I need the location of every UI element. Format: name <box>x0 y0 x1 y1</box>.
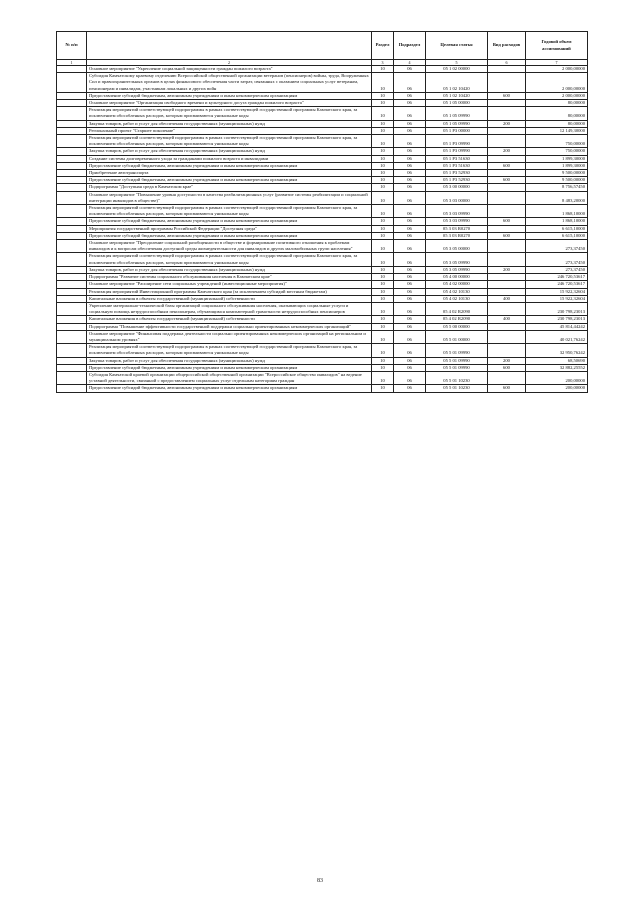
cell-target-article: 05 1 P3 52930 <box>426 170 488 177</box>
cell-razdel: 10 <box>372 135 394 148</box>
cell-podrazdel: 06 <box>394 205 426 218</box>
table-row <box>57 92 588 99</box>
cell-num <box>57 155 87 162</box>
cell-annual-amount: 9 500,00000 <box>526 170 588 177</box>
cell-podrazdel: 06 <box>394 100 426 107</box>
cell-annual-amount: 273,37450 <box>526 253 588 266</box>
cell-annual-amount: 32 950,76242 <box>526 344 588 357</box>
cell-name: Капитальные вложения в объекты государственной (муниципальной) собственности <box>87 295 372 302</box>
cell-num <box>57 288 87 295</box>
cell-num <box>57 357 87 364</box>
cell-target-article: 05 5 01 10230 <box>426 385 488 392</box>
col-header-name <box>87 32 372 60</box>
cell-num <box>57 184 87 191</box>
table-row <box>57 253 588 266</box>
cell-razdel: 10 <box>372 177 394 184</box>
cell-razdel: 10 <box>372 344 394 357</box>
cell-razdel: 10 <box>372 330 394 343</box>
cell-razdel: 10 <box>372 225 394 232</box>
cell-expense-type: 400 <box>488 316 526 323</box>
cell-target-article: 05 5 01 09990 <box>426 357 488 364</box>
table-row <box>57 323 588 330</box>
cell-name: Основное мероприятие "Расширение сети социальных учреждений (инвестиционные мероприятия)" <box>87 281 372 288</box>
cell-razdel: 10 <box>372 170 394 177</box>
cell-razdel: 10 <box>372 205 394 218</box>
cell-podrazdel: 06 <box>394 357 426 364</box>
table-row <box>57 281 588 288</box>
cell-razdel: 10 <box>372 364 394 371</box>
cell-annual-amount: 246 720,53617 <box>526 274 588 281</box>
cell-podrazdel: 06 <box>394 148 426 155</box>
cell-razdel: 10 <box>372 288 394 295</box>
cell-razdel: 10 <box>372 316 394 323</box>
col-header-podrazdel: Подраздел <box>394 32 426 60</box>
table-row <box>57 177 588 184</box>
cell-target-article: 05 3 03 09990 <box>426 205 488 218</box>
cell-num <box>57 281 87 288</box>
cell-annual-amount: 200,00000 <box>526 385 588 392</box>
cell-razdel: 10 <box>372 323 394 330</box>
cell-razdel: 10 <box>372 120 394 127</box>
cell-annual-amount: 9 500,00000 <box>526 177 588 184</box>
table-row <box>57 184 588 191</box>
cell-name: Предоставление субсидий бюджетным, автономным учреждениям и иным некоммерческим организациям <box>87 177 372 184</box>
cell-annual-amount: 6 615,10000 <box>526 225 588 232</box>
cell-num <box>57 323 87 330</box>
cell-razdel: 10 <box>372 385 394 392</box>
cell-name: Реализация мероприятий соответствующей подпрограммы в рамках соответствующей государственной программы Камчатского края, за исключением обособленных расходов, которым присваиваются уникальные коды <box>87 135 372 148</box>
cell-annual-amount: 32 882,25552 <box>526 364 588 371</box>
cell-razdel: 10 <box>372 232 394 239</box>
cell-razdel: 10 <box>372 162 394 169</box>
cell-expense-type <box>488 253 526 266</box>
table-row <box>57 73 588 93</box>
cell-podrazdel: 06 <box>394 225 426 232</box>
cell-expense-type <box>488 100 526 107</box>
cell-target-article: 05 4 02 10130 <box>426 295 488 302</box>
cell-podrazdel: 06 <box>394 162 426 169</box>
cell-annual-amount: 2 000,00000 <box>526 92 588 99</box>
cell-expense-type <box>488 281 526 288</box>
cell-expense-type <box>488 184 526 191</box>
cell-annual-amount: 2 000,00000 <box>526 66 588 73</box>
cell-razdel: 10 <box>372 371 394 384</box>
cell-annual-amount: 8 756,57450 <box>526 184 588 191</box>
cell-name: Основное мероприятие "Финансовая поддержка деятельности социально ориентированных некоммерческих организаций на региональном и муниципальном уровнях" <box>87 330 372 343</box>
cell-name: Подпрограмма "Повышение эффективности государственной поддержки социально ориентированных некоммерческих организаций" <box>87 323 372 330</box>
cell-annual-amount: 230 798,23013 <box>526 302 588 315</box>
col-index: 4 <box>394 60 426 66</box>
cell-name: Закупка товаров, работ и услуг для обеспечения государственных (муниципальных) нужд <box>87 266 372 273</box>
cell-target-article: 05 1 P3 09990 <box>426 135 488 148</box>
cell-annual-amount: 8 483,20000 <box>526 191 588 204</box>
cell-podrazdel: 06 <box>394 191 426 204</box>
cell-num <box>57 107 87 120</box>
cell-name: Укрепление материально-технической базы организаций социального обслуживания населения, оказывающих социальные услуги и социальную помощь нетрудоспособным пенсионерам, обучающимся компьютерной грамотности нетрудоспособных пенсионеров <box>87 302 372 315</box>
cell-razdel: 10 <box>372 274 394 281</box>
cell-podrazdel: 06 <box>394 295 426 302</box>
table-row <box>57 162 588 169</box>
cell-expense-type <box>488 135 526 148</box>
cell-expense-type <box>488 107 526 120</box>
cell-target-article: 05 5 00 00000 <box>426 323 488 330</box>
cell-name: Предоставление субсидий бюджетным, автономным учреждениям и иным некоммерческим организациям <box>87 364 372 371</box>
cell-annual-amount: 230 798,23013 <box>526 316 588 323</box>
cell-podrazdel: 06 <box>394 127 426 134</box>
cell-annual-amount: 246 720,53617 <box>526 281 588 288</box>
cell-name: Предоставление субсидий бюджетным, автономным учреждениям и иным некоммерческим организациям <box>87 232 372 239</box>
cell-num <box>57 344 87 357</box>
cell-expense-type: 600 <box>488 92 526 99</box>
cell-annual-amount: 750,00000 <box>526 148 588 155</box>
cell-name: Субсидия Камчатскому краевому отделению Всероссийской общественной организации ветеранов (пенсионеров) войны, труда, Вооруженных Сил и правоохранительных органов в целях финансового обеспечения части затрат, связанных с оказанием социальных услуг ветеранам, пенсионерам и инвалидам, участникам локальных и других войн <box>87 73 372 93</box>
cell-num <box>57 120 87 127</box>
cell-annual-amount: 80,00000 <box>526 107 588 120</box>
cell-razdel: 10 <box>372 253 394 266</box>
cell-razdel: 10 <box>372 66 394 73</box>
cell-podrazdel: 06 <box>394 120 426 127</box>
cell-razdel: 10 <box>372 73 394 93</box>
cell-razdel: 10 <box>372 100 394 107</box>
cell-razdel: 10 <box>372 92 394 99</box>
cell-num <box>57 135 87 148</box>
cell-target-article: 05 1 05 00000 <box>426 100 488 107</box>
cell-num <box>57 316 87 323</box>
cell-annual-amount: 200,00000 <box>526 371 588 384</box>
cell-num <box>57 66 87 73</box>
cell-razdel: 10 <box>372 148 394 155</box>
cell-name: Реализация мероприятий соответствующей подпрограммы в рамках соответствующей государственной программы Камчатского края, за исключением обособленных расходов, которым присваиваются уникальные коды <box>87 107 372 120</box>
cell-podrazdel: 06 <box>394 274 426 281</box>
cell-expense-type <box>488 127 526 134</box>
table-row <box>57 225 588 232</box>
table-row <box>57 240 588 253</box>
col-index: 2 <box>87 60 372 66</box>
cell-annual-amount: 273,37450 <box>526 240 588 253</box>
cell-num <box>57 170 87 177</box>
cell-podrazdel: 06 <box>394 155 426 162</box>
cell-razdel: 10 <box>372 357 394 364</box>
col-index: 5 <box>426 60 488 66</box>
cell-name: Основное мероприятие "Повышение уровня доступности в качества реабилитационных услуг (развитие системы реабилитации и социальной интеграции инвалидов в обществе)" <box>87 191 372 204</box>
cell-expense-type: 600 <box>488 385 526 392</box>
cell-name: Предоставление субсидий бюджетным, автономным учреждениям и иным некоммерческим организациям <box>87 218 372 225</box>
cell-target-article: 05 3 03 09990 <box>426 218 488 225</box>
cell-razdel: 10 <box>372 266 394 273</box>
cell-razdel: 10 <box>372 191 394 204</box>
col-header-expense-type: Вид расходов <box>488 32 526 60</box>
table-row <box>57 288 588 295</box>
table-row <box>57 205 588 218</box>
cell-expense-type <box>488 205 526 218</box>
cell-target-article: 05 4 02 10130 <box>426 288 488 295</box>
cell-target-article: 05 3 03 R0270 <box>426 225 488 232</box>
cell-num <box>57 240 87 253</box>
cell-num <box>57 253 87 266</box>
cell-target-article: 05 4 02 R2090 <box>426 302 488 315</box>
cell-num <box>57 218 87 225</box>
cell-annual-amount: 12 149,30000 <box>526 127 588 134</box>
cell-razdel: 10 <box>372 240 394 253</box>
table-row <box>57 266 588 273</box>
cell-expense-type <box>488 191 526 204</box>
cell-name: Основное мероприятие "Преодоление социальной разобщенности в обществе и формирование позитивного отношения к проблемам инвалидов и к вопросам обеспечения доступной среды жизнедеятельности для инвалидов и других маломобильных групп населения" <box>87 240 372 253</box>
cell-podrazdel: 06 <box>394 281 426 288</box>
cell-target-article: 05 1 P3 52930 <box>426 177 488 184</box>
cell-name: Мероприятия государственной программы Российской Федерации "Доступная среда" <box>87 225 372 232</box>
cell-expense-type <box>488 66 526 73</box>
table-row <box>57 344 588 357</box>
cell-expense-type <box>488 240 526 253</box>
cell-expense-type <box>488 170 526 177</box>
cell-target-article: 05 1 02 10420 <box>426 73 488 93</box>
cell-name: Капитальные вложения в объекты государственной (муниципальной) собственности <box>87 316 372 323</box>
cell-target-article: 05 1 P3 00000 <box>426 127 488 134</box>
cell-num <box>57 295 87 302</box>
cell-expense-type: 600 <box>488 232 526 239</box>
table-row <box>57 148 588 155</box>
cell-annual-amount: 1 899,30000 <box>526 162 588 169</box>
cell-name: Закупка товаров, работ и услуг для обеспечения государственных (муниципальных) нужд <box>87 120 372 127</box>
cell-num <box>57 385 87 392</box>
cell-annual-amount: 68,50690 <box>526 357 588 364</box>
cell-name: Создание системы долговременного ухода за гражданами пожилого возраста и инвалидами <box>87 155 372 162</box>
cell-target-article: 05 3 03 R0270 <box>426 232 488 239</box>
cell-podrazdel: 06 <box>394 364 426 371</box>
cell-razdel: 10 <box>372 281 394 288</box>
cell-podrazdel: 06 <box>394 232 426 239</box>
cell-expense-type <box>488 302 526 315</box>
cell-num <box>57 92 87 99</box>
cell-target-article: 05 3 05 09990 <box>426 253 488 266</box>
cell-target-article: 05 1 P3 51630 <box>426 162 488 169</box>
budget-table-sheet <box>56 31 587 393</box>
cell-razdel: 10 <box>372 107 394 120</box>
cell-expense-type <box>488 274 526 281</box>
cell-expense-type <box>488 288 526 295</box>
cell-annual-amount: 1 868,10000 <box>526 218 588 225</box>
table-row <box>57 316 588 323</box>
cell-expense-type: 200 <box>488 266 526 273</box>
cell-annual-amount: 6 615,10000 <box>526 232 588 239</box>
cell-name: Реализация мероприятий Инвестиционной программы Камчатского края (за исключением субсидий местным бюджетам) <box>87 288 372 295</box>
cell-name: Реализация мероприятий соответствующей подпрограммы в рамках соответствующей государственной программы Камчатского края, за исключением обособленных расходов, которым присваиваются уникальные коды <box>87 205 372 218</box>
cell-name: Реализация мероприятий соответствующей подпрограммы в рамках соответствующей государственной программы Камчатского края, за исключением обособленных расходов, которым присваиваются уникальные коды <box>87 344 372 357</box>
cell-name: Основное мероприятие "Укрепление социальной защищенности граждан пожилого возраста" <box>87 66 372 73</box>
cell-num <box>57 371 87 384</box>
cell-expense-type <box>488 330 526 343</box>
cell-name: Реализация мероприятий соответствующей подпрограммы в рамках соответствующей государственной программы Камчатского края, за исключением обособленных расходов, которым присваиваются уникальные коды <box>87 253 372 266</box>
cell-expense-type: 400 <box>488 295 526 302</box>
table-row <box>57 155 588 162</box>
cell-razdel: 10 <box>372 218 394 225</box>
cell-podrazdel: 06 <box>394 184 426 191</box>
cell-num <box>57 191 87 204</box>
cell-podrazdel: 06 <box>394 73 426 93</box>
cell-podrazdel: 06 <box>394 218 426 225</box>
cell-expense-type: 200 <box>488 357 526 364</box>
cell-razdel: 10 <box>372 184 394 191</box>
cell-podrazdel: 06 <box>394 253 426 266</box>
table-row <box>57 364 588 371</box>
cell-razdel: 10 <box>372 127 394 134</box>
cell-num <box>57 127 87 134</box>
col-header-razdel: Раздел <box>372 32 394 60</box>
cell-name: Предоставление субсидий бюджетным, автономным учреждениям и иным некоммерческим организациям <box>87 92 372 99</box>
cell-expense-type <box>488 225 526 232</box>
cell-expense-type: 600 <box>488 162 526 169</box>
cell-expense-type <box>488 344 526 357</box>
cell-target-article: 05 3 00 00000 <box>426 184 488 191</box>
cell-target-article: 05 1 05 09990 <box>426 120 488 127</box>
cell-podrazdel: 06 <box>394 240 426 253</box>
cell-podrazdel: 06 <box>394 385 426 392</box>
page-number: 83 <box>317 878 323 884</box>
cell-target-article: 05 5 01 09990 <box>426 364 488 371</box>
cell-num <box>57 177 87 184</box>
cell-expense-type <box>488 155 526 162</box>
cell-annual-amount: 750,00000 <box>526 135 588 148</box>
table-row <box>57 385 588 392</box>
cell-name: Приобретение автотранспорта <box>87 170 372 177</box>
cell-expense-type: 600 <box>488 218 526 225</box>
budget-table <box>56 31 588 393</box>
table-row <box>57 274 588 281</box>
table-row <box>57 357 588 364</box>
cell-target-article: 05 1 P3 51630 <box>426 155 488 162</box>
table-row <box>57 232 588 239</box>
cell-expense-type <box>488 371 526 384</box>
col-index: 3 <box>372 60 394 66</box>
cell-name: Подпрограмма "Развитие системы социального обслуживания населения в Камчатском крае" <box>87 274 372 281</box>
col-header-num: № п/п <box>57 32 87 60</box>
cell-podrazdel: 06 <box>394 135 426 148</box>
cell-target-article: 05 5 01 09990 <box>426 344 488 357</box>
cell-num <box>57 162 87 169</box>
col-header-target-article: Целевая статья <box>426 32 488 60</box>
cell-podrazdel: 06 <box>394 302 426 315</box>
cell-podrazdel: 06 <box>394 177 426 184</box>
cell-target-article: 05 3 05 09990 <box>426 266 488 273</box>
cell-name: Основное мероприятие "Организация свободного времени и культурного досуга граждан пожилого возраста" <box>87 100 372 107</box>
cell-target-article: 05 1 05 09990 <box>426 107 488 120</box>
cell-annual-amount: 80,00000 <box>526 120 588 127</box>
cell-annual-amount: 2 000,00000 <box>526 73 588 93</box>
cell-expense-type <box>488 323 526 330</box>
cell-name: Закупка товаров, работ и услуг для обеспечения государственных (муниципальных) нужд <box>87 357 372 364</box>
cell-podrazdel: 06 <box>394 266 426 273</box>
cell-target-article: 05 1 02 00000 <box>426 66 488 73</box>
cell-name: Закупка товаров, работ и услуг для обеспечения государственных (муниципальных) нужд <box>87 148 372 155</box>
cell-target-article: 05 3 05 00000 <box>426 240 488 253</box>
cell-annual-amount: 15 922,32604 <box>526 295 588 302</box>
col-header-annual-amount: Годовой объем ассигнований <box>526 32 588 60</box>
cell-podrazdel: 06 <box>394 371 426 384</box>
cell-target-article: 05 3 03 00000 <box>426 191 488 204</box>
cell-podrazdel: 06 <box>394 330 426 343</box>
cell-expense-type: 200 <box>488 120 526 127</box>
cell-expense-type <box>488 73 526 93</box>
col-index: 7 <box>526 60 588 66</box>
cell-annual-amount: 40 021,76242 <box>526 330 588 343</box>
table-row <box>57 120 588 127</box>
cell-annual-amount: 273,37450 <box>526 266 588 273</box>
cell-target-article: 05 1 P3 09990 <box>426 148 488 155</box>
cell-podrazdel: 06 <box>394 92 426 99</box>
cell-podrazdel: 06 <box>394 323 426 330</box>
cell-name: Предоставление субсидий бюджетным, автономным учреждениям и иным некоммерческим организациям <box>87 385 372 392</box>
cell-razdel: 10 <box>372 302 394 315</box>
cell-target-article: 05 4 02 R2090 <box>426 316 488 323</box>
cell-razdel: 10 <box>372 155 394 162</box>
cell-num <box>57 302 87 315</box>
cell-annual-amount: 1 899,30000 <box>526 155 588 162</box>
cell-annual-amount: 1 868,10000 <box>526 205 588 218</box>
cell-num <box>57 100 87 107</box>
cell-num <box>57 148 87 155</box>
cell-num <box>57 364 87 371</box>
cell-annual-amount: 80,00000 <box>526 100 588 107</box>
table-row <box>57 127 588 134</box>
cell-num <box>57 232 87 239</box>
cell-annual-amount: 45 814,44242 <box>526 323 588 330</box>
cell-expense-type: 600 <box>488 364 526 371</box>
table-header-row <box>57 32 588 60</box>
cell-name: Субсидия Камчатской краевой организации общероссийской общественной организации "Всероссийское общество инвалидов" на ведение уставной деятельности, связанной с предоставлением социальных услуг отдельным категориям граждан <box>87 371 372 384</box>
col-index: 1 <box>57 60 87 66</box>
col-index: 6 <box>488 60 526 66</box>
table-row <box>57 371 588 384</box>
cell-expense-type: 600 <box>488 177 526 184</box>
table-row <box>57 295 588 302</box>
cell-num <box>57 73 87 93</box>
cell-razdel: 10 <box>372 295 394 302</box>
cell-podrazdel: 06 <box>394 66 426 73</box>
cell-num <box>57 225 87 232</box>
table-row <box>57 170 588 177</box>
cell-target-article: 05 4 00 00000 <box>426 274 488 281</box>
cell-name: Предоставление субсидий бюджетным, автономным учреждениям и иным некоммерческим организациям <box>87 162 372 169</box>
cell-name: Подпрограмма "Доступная среда в Камчатском крае" <box>87 184 372 191</box>
table-row <box>57 330 588 343</box>
table-row <box>57 191 588 204</box>
cell-podrazdel: 06 <box>394 170 426 177</box>
cell-podrazdel: 06 <box>394 288 426 295</box>
cell-target-article: 05 4 02 00000 <box>426 281 488 288</box>
table-row <box>57 100 588 107</box>
table-row <box>57 218 588 225</box>
cell-num <box>57 330 87 343</box>
cell-name: Региональный проект "Старшее поколение" <box>87 127 372 134</box>
cell-target-article: 05 5 01 00000 <box>426 330 488 343</box>
cell-expense-type: 200 <box>488 148 526 155</box>
cell-podrazdel: 06 <box>394 316 426 323</box>
cell-num <box>57 266 87 273</box>
cell-target-article: 05 5 01 10230 <box>426 371 488 384</box>
table-row <box>57 66 588 73</box>
cell-num <box>57 205 87 218</box>
cell-target-article: 05 1 02 10420 <box>426 92 488 99</box>
table-row <box>57 135 588 148</box>
table-row <box>57 107 588 120</box>
cell-num <box>57 274 87 281</box>
table-row <box>57 302 588 315</box>
cell-podrazdel: 06 <box>394 344 426 357</box>
cell-annual-amount: 15 922,32604 <box>526 288 588 295</box>
cell-podrazdel: 06 <box>394 107 426 120</box>
